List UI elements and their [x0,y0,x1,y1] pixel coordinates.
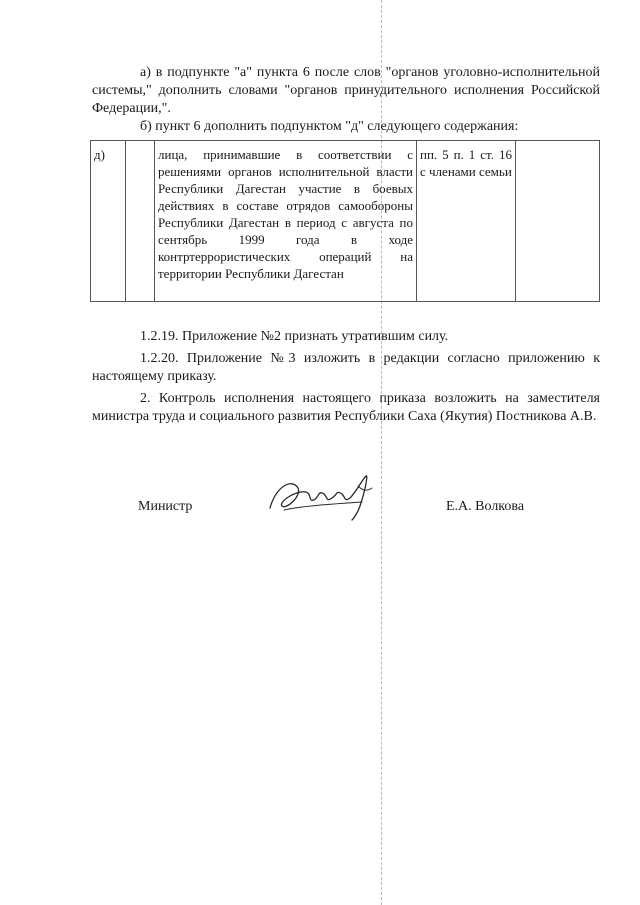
paragraph-a-item: а) в подпункте "а" пункта 6 после слов "органов уголовно-исполнительной системы," дополнить словами "органов принудительного исполнения Российской Федерации,". [92,65,600,116]
table-row [91,141,600,302]
insert-table [90,140,600,302]
paragraph-1-2-20: 1.2.20. Приложение №3 изложить в редакции согласно приложению к настоящему приказу. [92,351,600,384]
table-cell-empty-last [516,141,600,302]
signatory-position: Министр [138,499,193,514]
handwritten-signature-icon [262,466,382,526]
table-cell-reference: пп. 5 п. 1 ст. 16 с членами семьи [417,141,516,302]
table-cell-empty [126,141,155,302]
paragraph-2-control: 2. Контроль исполнения настоящего приказа возложить на заместителя министра труда и социального развития Республики Саха (Якутия) Постникова А.В. [92,391,600,424]
table-cell-description: лица, принимавшие в соответствии с решениями органов исполнительной власти Республики Дагестан участие в боевых действиях в составе отрядов самообороны Республики Дагестан в период с августа по сентябрь 1999 года в ходе контртеррористических операций на территории Республики Дагестан [155,141,417,302]
paragraph-1-2-19: 1.2.19. Приложение №2 признать утратившим силу. [140,329,449,344]
table-cell-letter: д) [91,141,126,302]
signatory-name: Е.А. Волкова [446,499,525,514]
paragraph-b-item: б) пункт 6 дополнить подпунктом "д" следующего содержания: [140,119,519,134]
